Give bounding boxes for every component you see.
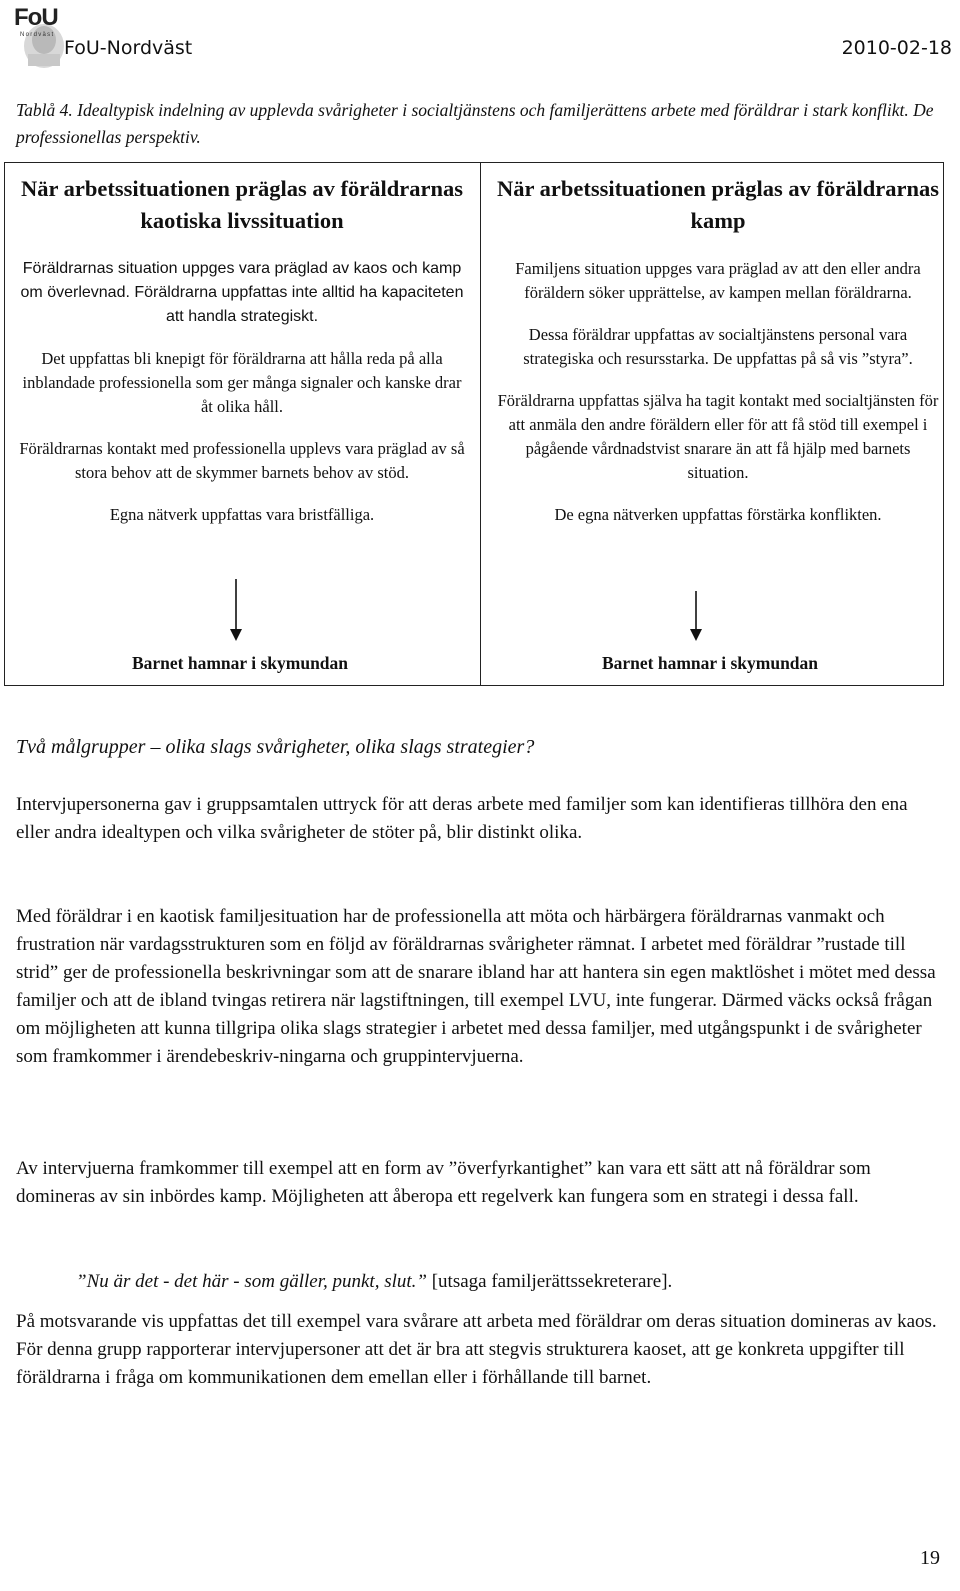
left-paragraph: Föräldrarnas kontakt med professionella upplevs vara präglad av så stora behov att de skymmer barnets behov av stöd. (19, 439, 465, 482)
body-paragraph: På motsvarande vis uppfattas det till exempel vara svårare att arbeta med föräldrar om deras situation domineras av kaos. För denna grupp rapporterar intervjupersoner att det är bra att stegvis strukturera kaoset, att ge konkreta uppgifter till föräldrarna i fråga om kommunikationen dem emellan eller i förhållande till barnet. (16, 1311, 937, 1388)
left-paragraph: Egna nätverk uppfattas vara bristfälliga. (109, 505, 375, 524)
left-column-body (9, 257, 475, 545)
left-paragraph: Det uppfattas bli knepigt för föräldrarna att hålla reda på alla inblandade professionella som ger många signaler och kanske drar åt olika håll. (22, 349, 462, 416)
table-divider (480, 163, 481, 685)
left-paragraph: Föräldrarnas situation uppges vara präglad av kaos och kamp om överlevnad. Föräldrarna uppfattas inte alltid ha kapaciteten att handla strategiskt. (20, 260, 464, 325)
right-outcome: Barnet hamnar i skymundan (601, 653, 819, 673)
arrow-down-icon (686, 591, 706, 643)
logo-subtitle: Nordväst (20, 32, 55, 38)
logo-title: FoU (14, 4, 58, 31)
section-subheading: Två målgrupper – olika slags svårigheter, olika slags strategier? (16, 736, 535, 758)
comparison-table (4, 162, 944, 686)
interview-quote (76, 1268, 942, 1296)
left-outcome: Barnet hamnar i skymundan (131, 653, 349, 673)
right-paragraph: Familjens situation uppges vara präglad av att den eller andra föräldern söker upprättelse, av kampen mellan föräldrarna. (515, 259, 921, 302)
right-column-heading: När arbetssituationen präglas av föräldrarnas kamp (496, 176, 940, 233)
body-paragraph: Av intervjuerna framkommer till exempel att en form av ”överfyrkantighet” kan vara ett sätt att nå föräldrar som domineras av sin inbördes kamp. Möjligheten att åberopa ett regelverk kan fungera som en strategi i dessa fall. (16, 1158, 871, 1207)
quote-source: [utsaga familjerättssekreterare]. (431, 1271, 673, 1292)
body-paragraph: Intervjupersonerna gav i gruppsamtalen uttryck för att deras arbete med familjer som kan identifieras tillhöra den ena eller andra idealtypen och vilka svårigheter de stöter på, blir distinkt olika. (16, 794, 908, 843)
quote-text: ”Nu är det - det här - som gäller, punkt, slut.” (76, 1271, 427, 1292)
left-column-heading: När arbetssituationen präglas av föräldrarnas kaotiska livssituation (20, 176, 464, 233)
arrow-down-icon (226, 579, 246, 643)
page-header (0, 0, 960, 70)
right-paragraph: Föräldrarna uppfattas själva ha tagit kontakt med socialtjänsten för att anmäla den andre föräldern eller för att få stöd till exempel i pågående vårdnadstvist snarare än att få hjälp med barnets situation. (497, 391, 939, 482)
right-column (485, 163, 951, 685)
organization-name: FoU-Nordväst (64, 37, 193, 59)
right-paragraph: Dessa föräldrar uppfattas av socialtjänstens personal vara strategiska och resursstarka. De uppfattas på så vis ”styra”. (523, 325, 913, 368)
table-caption: Tablå 4. Idealtypisk indelning av upplevda svårigheter i socialtjänstens och familjerättens arbete med föräldrar i stark konflikt. De professionellas perspektiv. (16, 100, 934, 147)
header-date: 2010-02-18 (841, 37, 952, 59)
right-column-body (485, 257, 951, 545)
page-number: 19 (920, 1547, 940, 1569)
body-paragraph: Med föräldrar i en kaotisk familjesituation har de professionella att möta och härbärgera föräldrarnas vanmakt och frustration när vardagsstrukturen som en följd av föräldrarnas svårigheter rämnat. I arbetet med föräldrar ”rustade till strid” ger de professionella beskrivningar som att de snarare ibland har att hantera sin egen maktlöshet i mötet med dessa familjer och att de ibland tvingas retirera när lagstiftningen, till exempel LVU, inte fungerar. Därmed väcks också frågan om möjligheten att kunna tillgripa olika slags strategier i arbetet med dessa familjer, med utgångspunkt i de svårigheter som framkommer i ärendebeskriv-ningarna och gruppintervjuerna. (16, 906, 936, 1067)
right-paragraph: De egna nätverken uppfattas förstärka konflikten. (554, 505, 882, 524)
